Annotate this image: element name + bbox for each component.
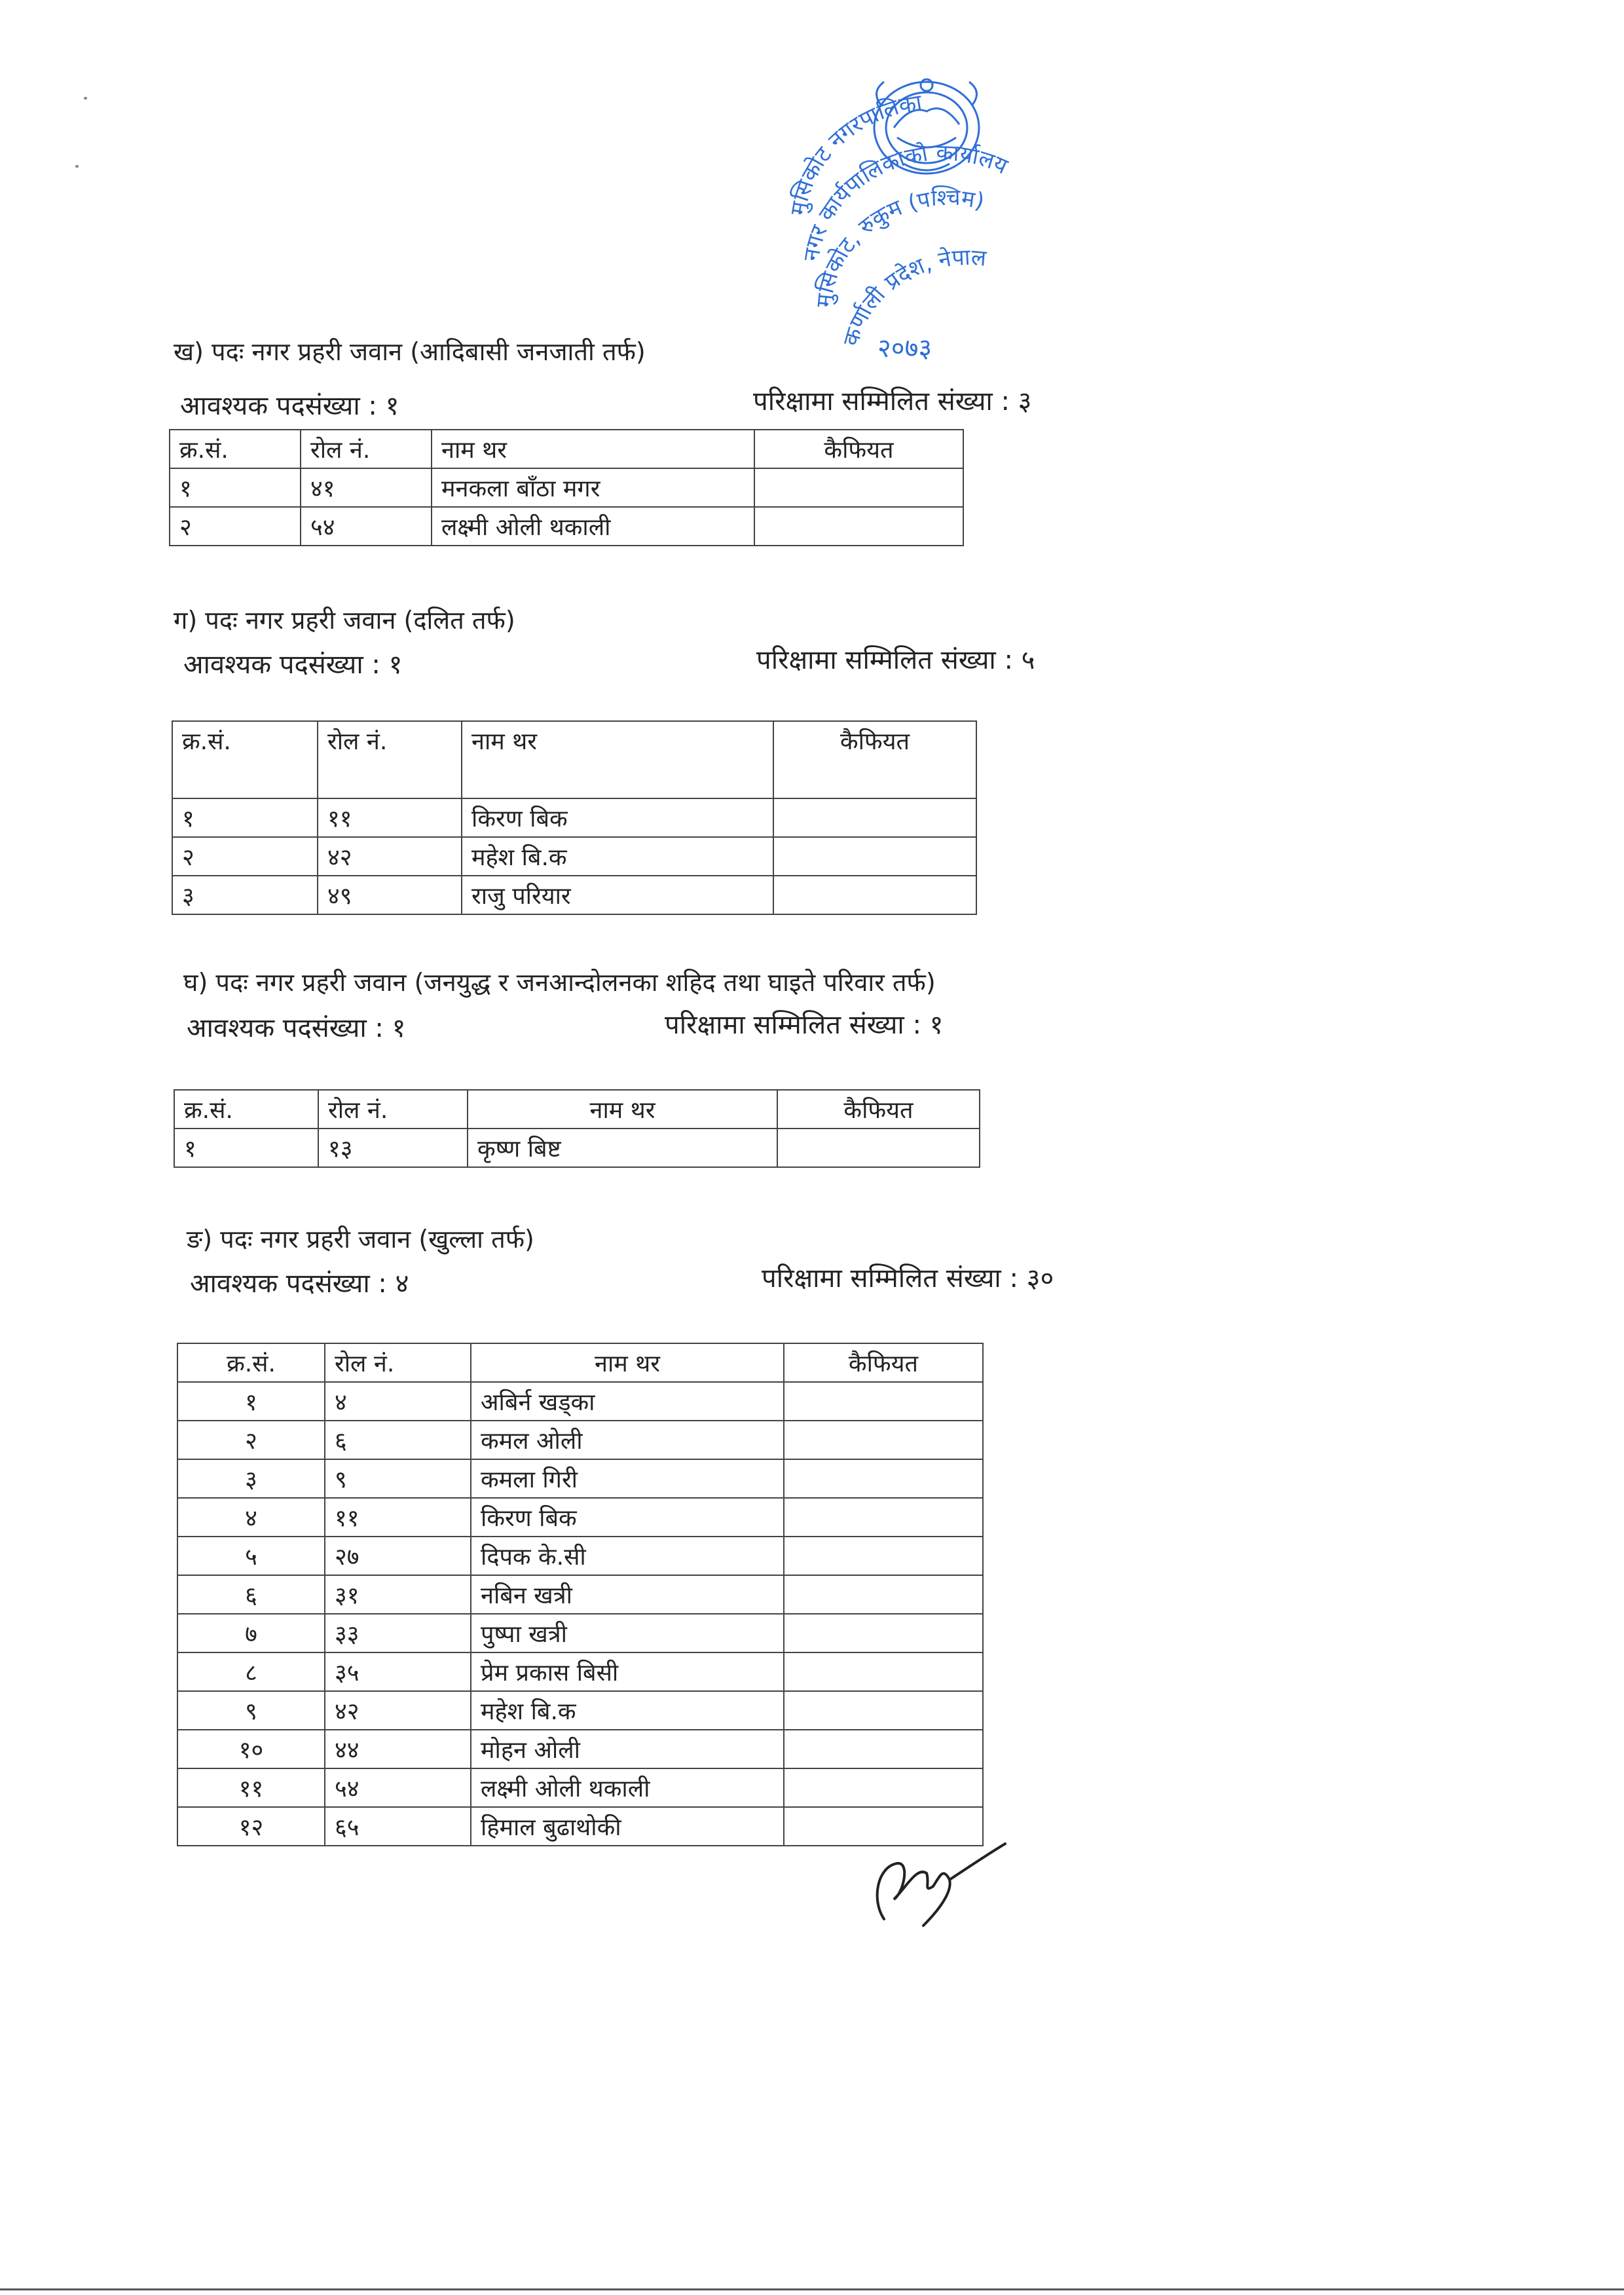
table-row <box>177 1768 983 1807</box>
roll-cell: १३ <box>318 1129 468 1167</box>
table-row <box>177 1730 983 1768</box>
roll-cell: ४२ <box>318 837 462 876</box>
serial-cell: ११ <box>177 1768 325 1807</box>
table-row <box>170 468 963 507</box>
section-kha-examined: परिक्षामा सम्मिलित संख्या : ३ <box>753 386 1032 417</box>
signature-scribble <box>858 1827 1008 1932</box>
remark-cell <box>784 1498 983 1537</box>
table-row <box>170 507 963 546</box>
serial-cell: ७ <box>177 1614 325 1652</box>
section-ga-required: आवश्यक पदसंख्या : १ <box>183 650 403 680</box>
name-cell: किरण बिक <box>471 1498 784 1537</box>
col-remark-header: कैफियत <box>754 430 963 468</box>
remark-cell <box>754 507 963 546</box>
name-cell: महेश बि.क <box>462 837 773 876</box>
serial-cell: ५ <box>177 1537 325 1575</box>
remark-cell <box>784 1382 983 1421</box>
roll-cell: ५४ <box>325 1768 471 1807</box>
page-bottom-edge <box>0 2288 1624 2290</box>
remark-cell <box>784 1537 983 1575</box>
serial-cell: ६ <box>177 1575 325 1614</box>
stamp-line-2: नगर कार्यपालिकाको कार्यालय <box>798 140 1012 263</box>
table-row <box>177 1382 983 1421</box>
serial-cell: ८ <box>177 1652 325 1691</box>
name-cell: किरण बिक <box>462 798 773 837</box>
section-nga-heading: ङ) पदः नगर प्रहरी जवान (खुल्ला तर्फ) <box>187 1225 534 1254</box>
roll-cell: ४ <box>325 1382 471 1421</box>
table-row <box>177 1537 983 1575</box>
table-row <box>177 1614 983 1652</box>
col-serial-header: क्र.सं. <box>170 430 301 468</box>
name-cell: राजु परियार <box>462 876 773 914</box>
roll-cell: ४२ <box>325 1691 471 1730</box>
name-cell: दिपक के.सी <box>471 1537 784 1575</box>
serial-cell: १२ <box>177 1807 325 1846</box>
section-ga-heading: ग) पदः नगर प्रहरी जवान (दलित तर्फ) <box>174 606 515 635</box>
table-row <box>177 1459 983 1498</box>
name-cell: मोहन ओली <box>471 1730 784 1768</box>
col-name-header: नाम थर <box>432 430 754 468</box>
roll-cell: ३५ <box>325 1652 471 1691</box>
stamp-line-4: कर्णाली प्रदेश, नेपाल <box>838 244 987 349</box>
name-cell: कमल ओली <box>471 1421 784 1459</box>
section-nga-required: आवश्यक पदसंख्या : ४ <box>190 1269 409 1299</box>
serial-cell: १ <box>177 1382 325 1421</box>
stamp-line-3: मुसिकोट, रुकुम (पश्चिम) <box>811 184 987 308</box>
col-serial-header: क्र.सं. <box>177 1343 325 1382</box>
roll-cell: ५४ <box>301 507 432 546</box>
section-gha-required: आवश्यक पदसंख्या : १ <box>187 1013 406 1043</box>
roll-cell: ३१ <box>325 1575 471 1614</box>
name-cell: कृष्ण बिष्ट <box>468 1129 777 1167</box>
roll-cell: ११ <box>325 1498 471 1537</box>
serial-cell: १ <box>170 468 301 507</box>
remark-cell <box>784 1768 983 1807</box>
stamp-line-1: मुसिकोट नगरपालिका <box>785 89 924 217</box>
remark-cell <box>784 1421 983 1459</box>
name-cell: कमला गिरी <box>471 1459 784 1498</box>
section-ga-table <box>172 720 977 915</box>
name-cell: पुष्पा खत्री <box>471 1614 784 1652</box>
col-remark-header: कैफियत <box>773 721 976 798</box>
stamp-year: २०७३ <box>877 333 932 364</box>
roll-cell: ४४ <box>325 1730 471 1768</box>
col-name-header: नाम थर <box>462 721 773 798</box>
remark-cell <box>777 1129 980 1167</box>
roll-cell: ४१ <box>301 468 432 507</box>
name-cell: अबिर्न खड्का <box>471 1382 784 1421</box>
section-kha-required: आवश्यक पदसंख्या : १ <box>180 391 399 421</box>
col-roll-header: रोल नं. <box>325 1343 471 1382</box>
serial-cell: १ <box>172 798 318 837</box>
serial-cell: ९ <box>177 1691 325 1730</box>
table-header-row <box>174 1090 980 1129</box>
serial-cell: २ <box>172 837 318 876</box>
name-cell: प्रेम प्रकास बिसी <box>471 1652 784 1691</box>
col-roll-header: रोल नं. <box>318 721 462 798</box>
table-header-row <box>172 721 976 798</box>
remark-cell <box>784 1730 983 1768</box>
col-serial-header: क्र.सं. <box>174 1090 318 1129</box>
table-row <box>172 798 976 837</box>
roll-cell: ९ <box>325 1459 471 1498</box>
table-header-row <box>177 1343 983 1382</box>
table-row <box>177 1575 983 1614</box>
serial-cell: २ <box>170 507 301 546</box>
col-remark-header: कैफियत <box>777 1090 980 1129</box>
col-serial-header: क्र.सं. <box>172 721 318 798</box>
section-gha-heading: घ) पदः नगर प्रहरी जवान (जनयुद्ध र जनआन्दोलनका शहिद तथा घाइते परिवार तर्फ) <box>183 968 936 997</box>
roll-cell: ६५ <box>325 1807 471 1846</box>
roll-cell: ४९ <box>318 876 462 914</box>
remark-cell <box>784 1652 983 1691</box>
section-nga-table <box>177 1343 984 1846</box>
stamp-seal-graphic <box>779 65 1067 367</box>
serial-cell: २ <box>177 1421 325 1459</box>
table-row <box>177 1652 983 1691</box>
municipality-stamp <box>779 65 1067 367</box>
roll-cell: २७ <box>325 1537 471 1575</box>
section-nga-examined: परिक्षामा सम्मिलित संख्या : ३० <box>762 1263 1054 1294</box>
name-cell: महेश बि.क <box>471 1691 784 1730</box>
section-kha-table <box>169 429 964 546</box>
table-header-row <box>170 430 963 468</box>
roll-cell: ११ <box>318 798 462 837</box>
name-cell: लक्ष्मी ओली थकाली <box>432 507 754 546</box>
table-row <box>174 1129 980 1167</box>
serial-cell: ३ <box>172 876 318 914</box>
col-name-header: नाम थर <box>471 1343 784 1382</box>
remark-cell <box>754 468 963 507</box>
table-row <box>172 876 976 914</box>
remark-cell <box>784 1691 983 1730</box>
section-gha-examined: परिक्षामा सम्मिलित संख्या : १ <box>665 1010 944 1040</box>
section-kha-heading: ख) पदः नगर प्रहरी जवान (आदिबासी जनजाती तर्फ) <box>174 337 646 366</box>
remark-cell <box>784 1459 983 1498</box>
remark-cell <box>784 1575 983 1614</box>
name-cell: लक्ष्मी ओली थकाली <box>471 1768 784 1807</box>
section-ga-examined: परिक्षामा सम्मिलित संख्या : ५ <box>756 645 1035 675</box>
signature <box>858 1827 1008 1932</box>
serial-cell: १ <box>174 1129 318 1167</box>
table-row <box>172 837 976 876</box>
col-roll-header: रोल नं. <box>318 1090 468 1129</box>
roll-cell: ३३ <box>325 1614 471 1652</box>
section-gha-table <box>174 1089 980 1168</box>
name-cell: हिमाल बुढाथोकी <box>471 1807 784 1846</box>
remark-cell <box>773 798 976 837</box>
scan-speck <box>75 165 79 168</box>
serial-cell: १० <box>177 1730 325 1768</box>
col-name-header: नाम थर <box>468 1090 777 1129</box>
name-cell: मनकला बाँठा मगर <box>432 468 754 507</box>
serial-cell: ३ <box>177 1459 325 1498</box>
remark-cell <box>773 876 976 914</box>
table-row <box>177 1691 983 1730</box>
name-cell: नबिन खत्री <box>471 1575 784 1614</box>
remark-cell <box>784 1614 983 1652</box>
col-remark-header: कैफियत <box>784 1343 983 1382</box>
remark-cell <box>773 837 976 876</box>
table-row <box>177 1421 983 1459</box>
serial-cell: ४ <box>177 1498 325 1537</box>
roll-cell: ६ <box>325 1421 471 1459</box>
col-roll-header: रोल नं. <box>301 430 432 468</box>
table-row <box>177 1498 983 1537</box>
scan-speck <box>84 97 87 100</box>
